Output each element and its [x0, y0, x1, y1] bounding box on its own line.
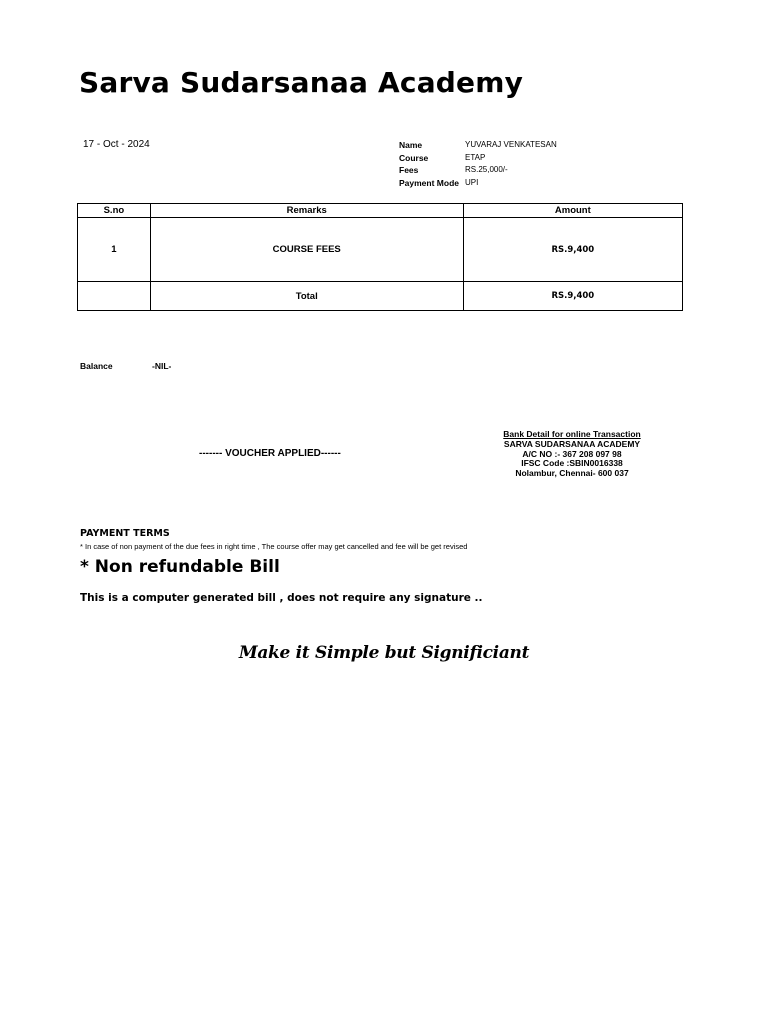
header-remarks: Remarks	[150, 204, 463, 218]
header-sno: S.no	[78, 204, 151, 218]
table-row	[78, 218, 683, 282]
detail-row-payment-mode	[399, 177, 557, 190]
detail-value: RS.25,000/-	[465, 165, 508, 174]
bank-account-number: A/C NO :- 367 208 097 98	[522, 448, 622, 459]
payment-terms-heading: PAYMENT TERMS	[80, 528, 170, 539]
detail-label: Course	[399, 152, 429, 163]
detail-row-course	[399, 152, 557, 165]
bank-ifsc: IFSC Code :SBIN0016338	[521, 458, 623, 469]
bank-details	[487, 430, 657, 479]
bank-account-name: SARVA SUDARSANAA ACADEMY	[503, 438, 641, 449]
detail-row-fees	[399, 164, 557, 177]
cell-sno: 1	[78, 218, 151, 282]
cell-remarks: COURSE FEES	[150, 218, 463, 282]
detail-label: Fees	[399, 165, 419, 175]
total-label: Total	[150, 282, 463, 311]
tagline: Make it Simple but Significiant	[238, 643, 530, 663]
balance-value: -NIL-	[152, 361, 172, 371]
detail-label: Name	[399, 140, 423, 150]
detail-value: ETAP	[465, 152, 486, 162]
detail-row-name	[399, 139, 557, 152]
total-row	[78, 282, 683, 311]
detail-value: UPI	[465, 177, 479, 187]
bank-heading: Bank Detail for online Transaction	[503, 429, 641, 439]
cell-amount: RS.9,400	[463, 218, 682, 282]
table-header-row	[78, 204, 683, 218]
total-amount: RS.9,400	[463, 282, 682, 311]
header-amount: Amount	[463, 204, 682, 218]
detail-label: Payment Mode	[399, 177, 459, 188]
computer-generated-note: This is a computer generated bill , does not require any signature ..	[80, 592, 483, 604]
detail-value: YUVARAJ VENKATESAN	[465, 140, 557, 149]
payment-terms-text: * In case of non payment of the due fees in right time , The course offer may get cancelled and fee will be get revised	[80, 542, 468, 551]
balance-label: Balance	[80, 361, 113, 371]
cell-empty	[78, 282, 151, 311]
academy-title: Sarva Sudarsanaa Academy	[79, 66, 524, 99]
student-details	[399, 139, 557, 189]
voucher-applied: ------- VOUCHER APPLIED------	[199, 448, 341, 459]
non-refundable-notice: * Non refundable Bill	[80, 557, 280, 577]
bill-date: 17 - Oct - 2024	[83, 139, 150, 150]
bill-table	[77, 203, 683, 311]
bank-address: Nolambur, Chennai- 600 037	[515, 468, 629, 479]
